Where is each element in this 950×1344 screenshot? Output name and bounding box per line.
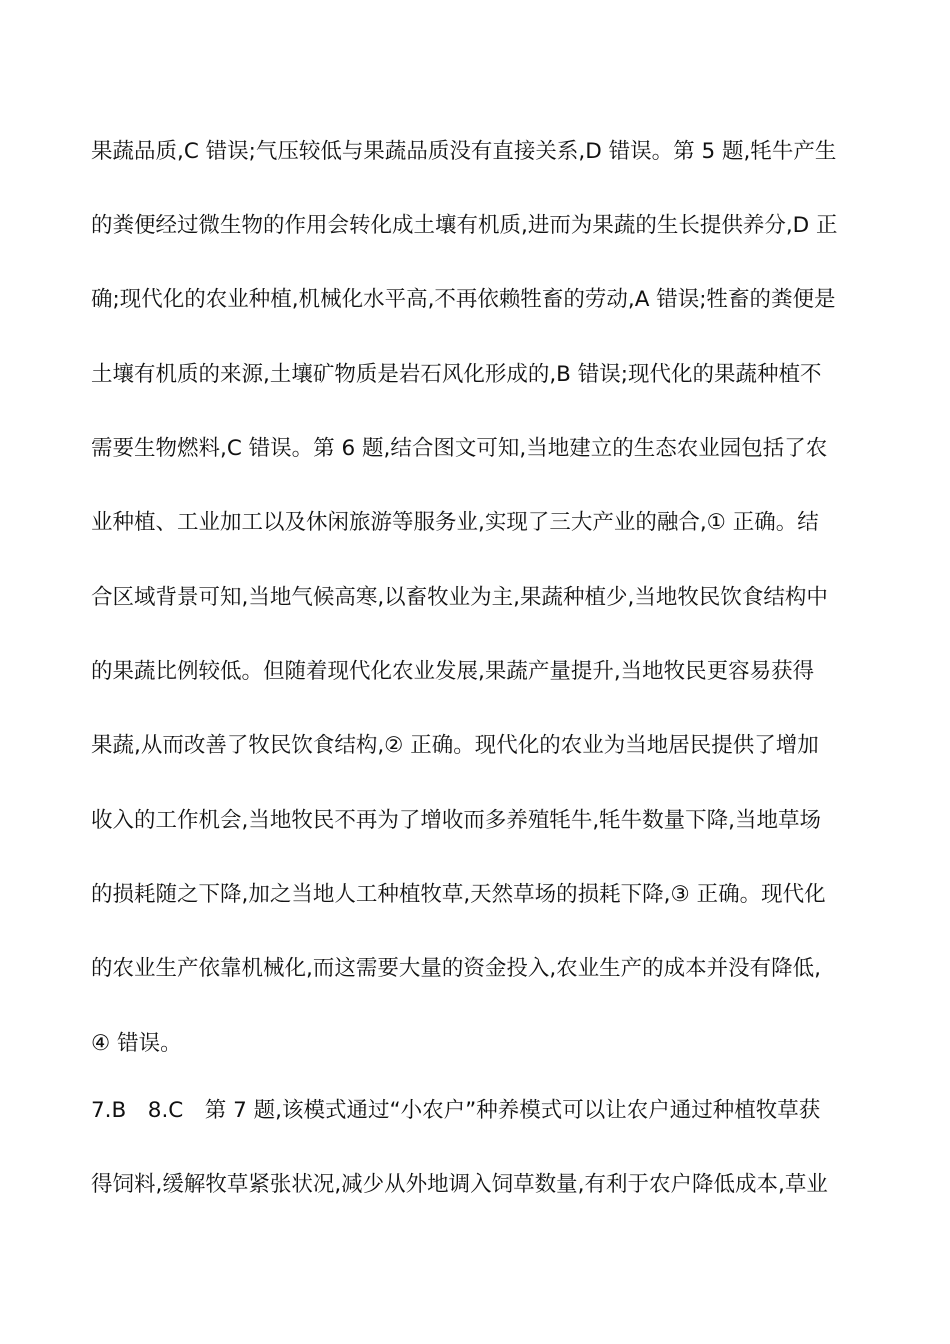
text-line: 果蔬品质,C 错误;气压较低与果蔬品质没有直接关系,D 错误。第 5 题,牦牛产生 (91, 139, 837, 164)
text-line: 得饲料,缓解牧草紧张状况,减少从外地调入饲草数量,有利于农户降低成本,草业 (91, 1172, 828, 1197)
text-line: 业种植、工业加工以及休闲旅游等服务业,实现了三大产业的融合,① 正确。结 (91, 510, 819, 535)
text-line: ④ 错误。 (91, 1031, 182, 1056)
text-line: 的损耗随之下降,加之当地人工种植牧草,天然草场的损耗下降,③ 正确。现代化 (91, 882, 826, 907)
text-line: 土壤有机质的来源,土壤矿物质是岩石风化形成的,B 错误;现代化的果蔬种植不 (91, 362, 822, 387)
text-line: 确;现代化的农业种植,机械化水平高,不再依赖牲畜的劳动,A 错误;牲畜的粪便是 (91, 287, 836, 312)
text-line: 的粪便经过微生物的作用会转化成土壤有机质,进而为果蔬的生长提供养分,D 正 (91, 213, 838, 238)
answer-line: 7.B 8.C 第 7 题,该模式通过“小农户”种养模式可以让农户通过种植牧草获 (91, 1098, 821, 1123)
text-line: 需要生物燃料,C 错误。第 6 题,结合图文可知,当地建立的生态农业园包括了农 (91, 436, 828, 461)
text-line: 合区域背景可知,当地气候高寒,以畜牧业为主,果蔬种植少,当地牧民饮食结构中 (91, 585, 828, 610)
text-line: 收入的工作机会,当地牧民不再为了增收而多养殖牦牛,牦牛数量下降,当地草场 (91, 808, 822, 833)
text-line: 的农业生产依靠机械化,而这需要大量的资金投入,农业生产的成本并没有降低, (91, 956, 822, 981)
text-line: 果蔬,从而改善了牧民饮食结构,② 正确。现代化的农业为当地居民提供了增加 (91, 733, 819, 758)
text-line: 的果蔬比例较低。但随着现代化农业发展,果蔬产量提升,当地牧民更容易获得 (91, 659, 815, 684)
